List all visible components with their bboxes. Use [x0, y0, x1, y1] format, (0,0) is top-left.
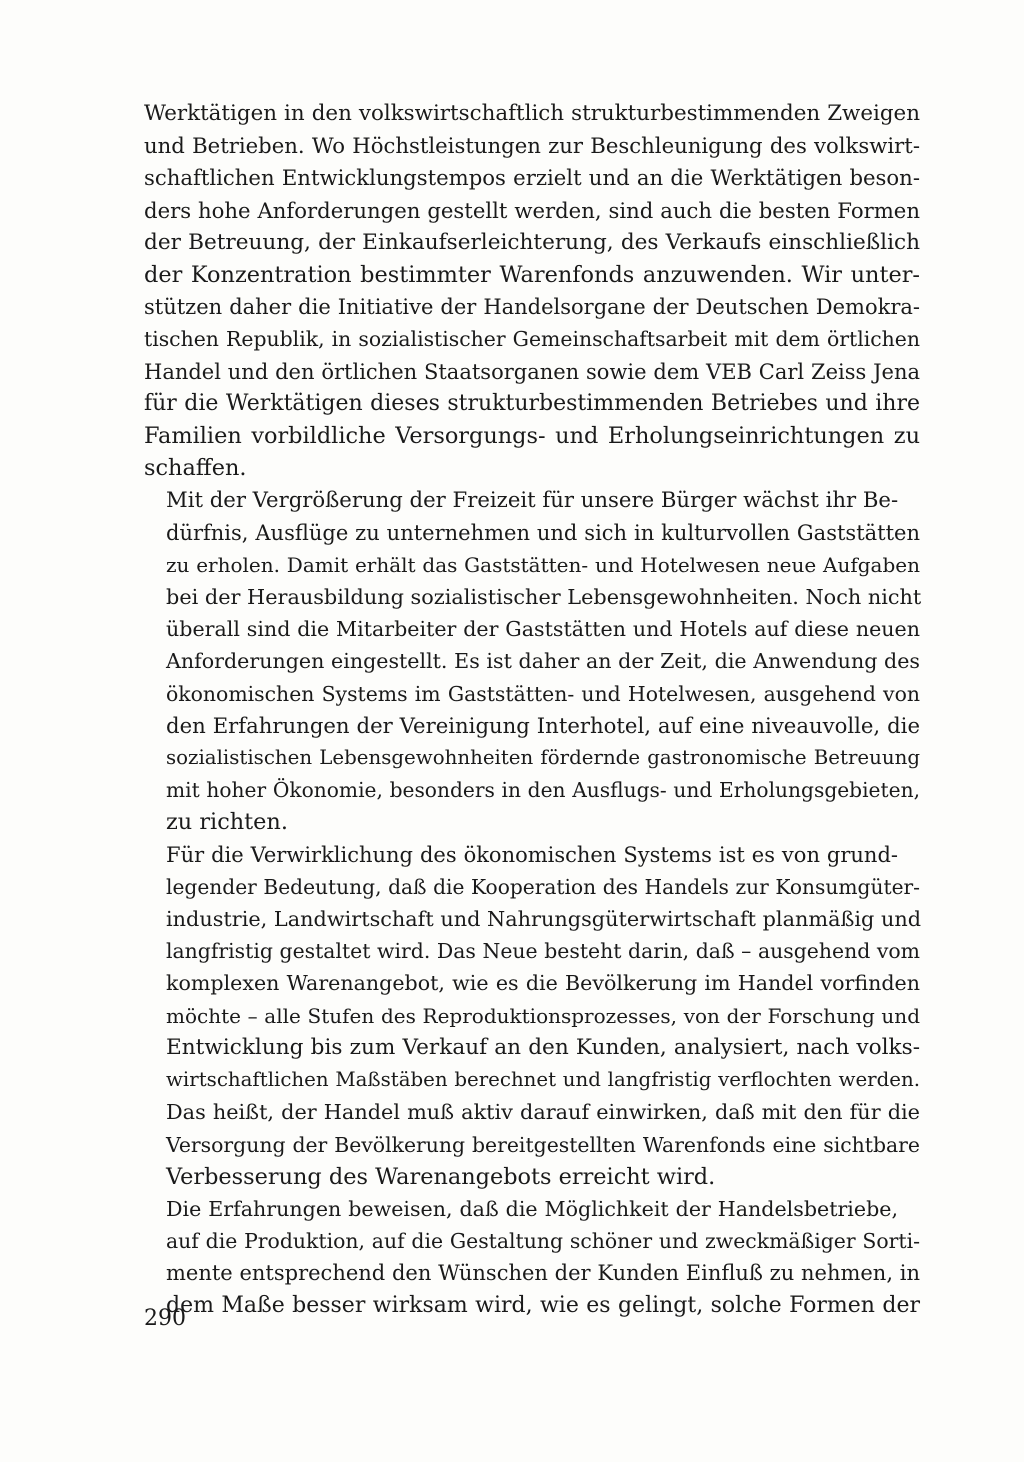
text-line: schaftlichen Entwicklungstempos erzielt und an die Werktätigen beson- — [144, 165, 920, 191]
text-line: bei der Herausbildung sozialistischer Lebensgewohnheiten. Noch nicht — [166, 585, 922, 610]
text-line: Anforderungen eingestellt. Es ist daher an der Zeit, die Anwendung des — [166, 649, 920, 674]
text-line: Die Erfahrungen beweisen, daß die Möglichkeit der Handelsbetriebe, — [166, 1196, 898, 1221]
paragraph — [144, 839, 920, 1193]
text-line: Das heißt, der Handel muß aktiv darauf einwirken, daß mit den für die — [166, 1100, 920, 1125]
text-line: wirtschaftlichen Maßstäben berechnet und langfristig verflochten werden. — [166, 1068, 920, 1092]
text-line: zu richten. — [166, 809, 288, 836]
text-line: Entwicklung bis zum Verkauf an den Kunden, analysiert, nach volks- — [166, 1034, 920, 1060]
text-line: Werktätigen in den volkswirtschaftlich strukturbestimmenden Zweigen — [144, 101, 920, 126]
text-line: Verbesserung des Warenangebots erreicht wird. — [166, 1163, 716, 1190]
text-line: dem Maße besser wirksam wird, wie es gelingt, solche Formen der — [166, 1292, 920, 1318]
paragraph — [144, 484, 920, 838]
text-line: mit hoher Ökonomie, besonders in den Ausflugs- und Erholungsgebieten, — [166, 778, 920, 803]
text-line: auf die Produktion, auf die Gestaltung schöner und zweckmäßiger Sorti- — [166, 1229, 920, 1254]
paragraph — [144, 1193, 920, 1322]
text-line: Mit der Vergrößerung der Freizeit für unsere Bürger wächst ihr Be- — [166, 487, 899, 513]
paragraph — [144, 98, 920, 484]
text-line: der Betreuung, der Einkaufserleichterung, des Verkaufs einschließlich — [144, 229, 920, 255]
text-line: ökonomischen Systems im Gaststätten- und Hotelwesen, ausgehend von — [166, 681, 920, 706]
text-line: schaffen. — [144, 455, 247, 482]
text-line: industrie, Landwirtschaft und Nahrungsgüterwirtschaft planmäßig und — [166, 907, 922, 932]
text-line: sozialistischen Lebensgewohnheiten fördernde gastronomische Betreuung — [166, 746, 920, 770]
text-line: der Konzentration bestimmter Warenfonds anzuwenden. Wir unter- — [144, 262, 920, 289]
text-line: und Betrieben. Wo Höchstleistungen zur Beschleunigung des volkswirt- — [144, 133, 920, 159]
text-line: langfristig gestaltet wird. Das Neue besteht darin, daß – ausgehend vom — [166, 939, 920, 964]
text-line: Versorgung der Bevölkerung bereitgestellten Warenfonds eine sichtbare — [166, 1132, 920, 1157]
text-line: ders hohe Anforderungen gestellt werden, sind auch die besten Formen — [144, 197, 920, 223]
text-line: stützen daher die Initiative der Handelsorgane der Deutschen Demokra- — [144, 295, 920, 320]
text-line: für die Werktätigen dieses strukturbestimmenden Betriebes und ihre — [144, 390, 920, 416]
page-number: 290 — [144, 1306, 186, 1331]
text-line: Für die Verwirklichung des ökonomischen Systems ist es von grund- — [166, 842, 898, 867]
text-line: zu erholen. Damit erhält das Gaststätten- und Hotelwesen neue Aufgaben — [166, 552, 920, 577]
text-line: Handel und den örtlichen Staatsorganen sowie dem VEB Carl Zeiss Jena — [144, 359, 920, 384]
text-line: mente entsprechend den Wünschen der Kunden Einfluß zu nehmen, in — [166, 1261, 920, 1286]
text-line: möchte – alle Stufen des Reproduktionsprozesses, von der Forschung und — [166, 1003, 920, 1028]
text-line: dürfnis, Ausflüge zu unternehmen und sich in kulturvollen Gaststätten — [166, 520, 920, 545]
text-line: Familien vorbildliche Versorgungs- und Erholungseinrichtungen zu — [144, 423, 920, 450]
body-text — [144, 98, 920, 1322]
text-line: den Erfahrungen der Vereinigung Interhotel, auf eine niveauvolle, die — [166, 712, 920, 738]
text-line: komplexen Warenangebot, wie es die Bevölkerung im Handel vorfinden — [166, 971, 920, 996]
text-line: überall sind die Mitarbeiter der Gaststätten und Hotels auf diese neuen — [166, 617, 920, 642]
text-line: tischen Republik, in sozialistischer Gemeinschaftsarbeit mit dem örtlichen — [144, 327, 920, 352]
text-line: legender Bedeutung, daß die Kooperation des Handels zur Konsumgüter- — [166, 874, 920, 899]
